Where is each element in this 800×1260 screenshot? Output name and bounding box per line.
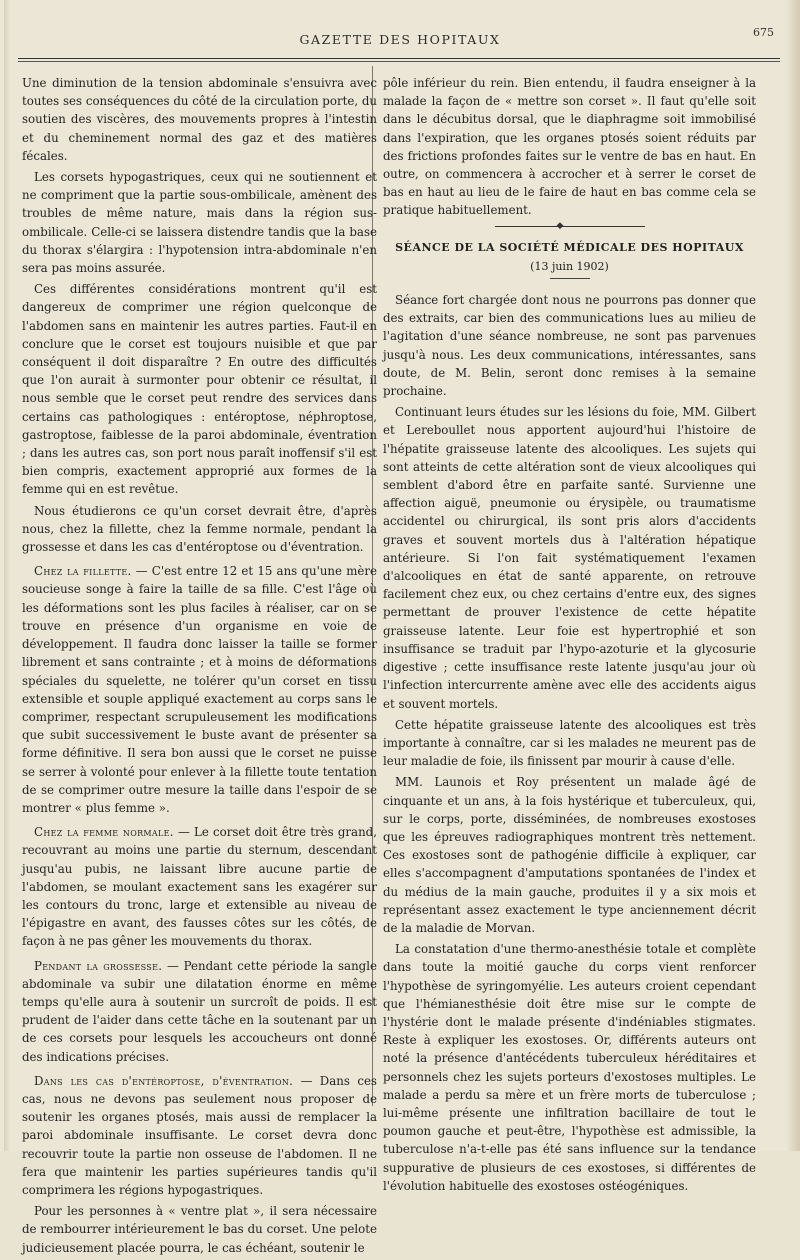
paragraph: Ces différentes considérations montrent qu'il est dangereux de comprimer une région quelconque de l'abdomen sans en maintenir les autres parties. Faut-il en conclure que le corset est toujours nuisible et que par conséquent il doit disparaître ? En outre des difficultés que l'on aurait à surmonter pour obtenir ce résultat, il nous semble que le corset peut rendre des services dans certains cas pathologiques : entéroptose, néphroptose, gastroptose, faiblesse de la paroi abdominale, éventration ; dans les autres cas, son port nous paraît inoffensif s'il est bien compris, exactement approprié aux formes de la femme qui en est revêtue. [22,282,377,497]
title-rule [550,278,590,279]
section-grossesse [22,957,377,1066]
paragraph: Pour les personnes à « ventre plat », il sera nécessaire de rembourrer intérieurement le bas du corset. Une pelote judicieusement placée pourra, le cas échéant, soutenir le [22,1204,377,1255]
separator-ornament: ◆ [556,220,564,231]
paragraph: Continuant leurs études sur les lésions du foie, MM. Gilbert et Lereboullet nous apportent aujourd'hui l'histoire de l'hépatite graisseuse latente des alcooliques. Les sujets qui sont atteints de cette altération sont de vieux alcooliques qui semblent d'abord être en parfaite santé. Survienne une affection aiguë, pneumonie ou érysipèle, ou traumatisme accidentel ou chirurgical, ils sont pris alors d'accidents graves et souvent mortels dus à l'altération hépatique antérieure. Si l'on fait systématiquement l'examen d'alcooliques en état de santé apparente, on retrouve facilement chez eux, ou chez certains d'entre eux, des signes permettant de prouver l'existence de cette hépatite graisseuse latente. Leur foie est hypertrophié et son insuffisance se traduit par l'hypo-azoturie et la glycosurie digestive ; cette insuffisance reste latente jusqu'au jour où l'infection intercurrente amène avec elle des accidents aigus et souvent mortels. [383,405,756,711]
section-heading: Pendant la grossesse. [34,958,163,973]
section-text: — Le corset doit être très grand, recouvrant au moins une partie du sternum, descendant jusqu'au pubis, ne laissant libre aucune partie de l'abdomen, se moulant exactement sans les exagérer sur les contours du tronc, large et extensible au niveau de l'épigastre en avant, des fausses côtes sur les côtés, de façon à ne pas gêner les mouvements du thorax. [22,825,377,949]
journal-title: GAZETTE DES HOPITAUX [299,32,501,47]
section-heading: Chez la fillette. [34,564,132,579]
page-right-shadow [786,0,800,1151]
page-number: 675 [753,26,774,39]
section-date: (13 juin 1902) [530,259,609,273]
right-column [383,74,756,1198]
section-heading: Chez la femme normale. [34,825,174,840]
section-enteroptose [22,1072,377,1199]
page-header [20,26,780,54]
section-text: — C'est entre 12 et 15 ans qu'une mère soucieuse songe à faire la taille de sa fille. C'est l'âge où les déformations sont les plus faciles à réaliser, car on se trouve en présence d'un organisme en voie de développement. Il faudra donc laisser la taille se former librement et sans contrainte ; et à moins de déformations spéciales du squelette, ne tolérer qu'un corset en tissu extensible et souple appliqué exactement au corps sans le comprimer, respectant scrupuleusement les modifications que subit successivement le buste avant de présenter sa forme définitive. Il sera bon aussi que le corset ne puisse se serrer à volonté pour enlever à la fillette toute tentation de se comprimer outre mesure la taille dans l'espoir de se montrer « plus femme ». [22,564,377,815]
section-title: SÉANCE DE LA SOCIÉTÉ MÉDICALE DES HOPITAUX [395,240,744,254]
paragraph: La constatation d'une thermo-anesthésie totale et complète dans toute la moitié gauche du corps vient renforcer l'hypothèse de syringomyélie. Les auteurs croient cependant que l'hémianesthésie doit être mise sur le compte de l'hystérie dont le malade présente d'indéniables stigmates. Reste à expliquer les exostoses. Or, différents auteurs ont noté la présence d'antécédents tuberculeux héréditaires et personnels chez les sujets porteurs d'exostoses multiples. Le malade a perdu sa mère et un frère morts de tuberculose ; lui-même présente une infiltration bacillaire de tout le poumon gauche et peut-être, l'hypothèse est admissible, la tuberculose n'a-t-elle pas été sans influence sur la tendance suppurative de plusieurs de ces exostoses, si différentes de l'évolution habituelle des exostoses ostéogéniques. [383,942,756,1193]
section-text: — Dans ces cas, nous ne devons pas seulement nous proposer de soutenir les organes ptosés, mais aussi de remplacer la paroi abdominale insuffisante. Le corset devra donc recouvrir toute la partie non osseuse de l'abdomen. Il ne fera que maintenir les parties supérieures tandis qu'il comprimera les régions hypogastriques. [22,1073,377,1197]
page-left-shadow [4,0,10,1151]
paragraph: Cette hépatite graisseuse latente des alcooliques est très importante à connaître, car si les malades ne meurent pas de leur maladie de foie, ils finissent par mourir à cause d'elle. [383,717,756,769]
section-femme-normale [22,823,377,950]
paragraph: pôle inférieur du rein. Bien entendu, il faudra enseigner à la malade la façon de « mettre son corset ». Il faut qu'elle soit dans le décubitus dorsal, que le diaphragme soit immobilisé dans l'expiration, que les organes ptosés soient réduits par des frictions profondes faites sur le ventre de bas en haut. En outre, on commencera à accrocher et à serrer le corset de bas en haut au lieu de le faire de haut en bas comme cela se pratique habituellement. [383,76,756,218]
section-fillette [22,562,377,817]
paragraph: Séance fort chargée dont nous ne pourrons pas donner que des extraits, car bien des communications lues au milieu de l'agitation d'une séance nombreuse, ne sont pas parvenues jusqu'à nous. Les deux communications, intéressantes, sans doute, de M. Belin, seront donc remises à la semaine prochaine. [383,293,756,399]
separator-rule [495,220,645,231]
section-heading: Dans les cas d'entéroptose, d'éventration. [34,1073,294,1088]
paragraph: Nous étudierons ce qu'un corset devrait être, d'après nous, chez la fillette, chez la femme normale, pendant la grossesse et dans les cas d'entéroptose ou d'éventration. [22,503,377,555]
left-column [22,74,377,1260]
paragraph: Une diminution de la tension abdominale s'ensuivra avec toutes ses conséquences du côté de la circulation porte, du soutien des viscères, des mouvements propres à l'intestin et du cheminement normal des gaz et des matières fécales. [22,76,377,163]
header-rule [18,58,780,62]
section-text: — Pendant cette période la sangle abdominale va subir une dilatation énorme en même temps qu'elle aura à soutenir un surcroît de poids. Il est prudent de l'aider dans cette tâche en la soutenant par un de ces corsets pour lesquels les accoucheurs ont donné des indications précises. [22,958,377,1064]
paragraph: Les corsets hypogastriques, ceux qui ne soutiennent et ne compriment que la partie sous-ombilicale, amènent des troubles de même nature, mais dans la région sus-ombilicale. Celle-ci se laissera distendre tandis que la base du thorax s'élargira : l'hypotension intra-abdominale n'en sera pas moins assurée. [22,170,377,276]
paragraph: MM. Launois et Roy présentent un malade âgé de cinquante et un ans, à la fois hystérique et tuberculeux, qui, sur le corps, porte, disséminées, de nombreuses exostoses que les épreuves radiographiques montrent très nettement. Ces exostoses sont de pathogénie difficile à expliquer, car elles s'accompagnent d'amputations spontanées de l'index et du médius de la main gauche, produites il y a six mois et représentant assez exactement le type anciennement décrit de la maladie de Morvan. [383,775,756,935]
